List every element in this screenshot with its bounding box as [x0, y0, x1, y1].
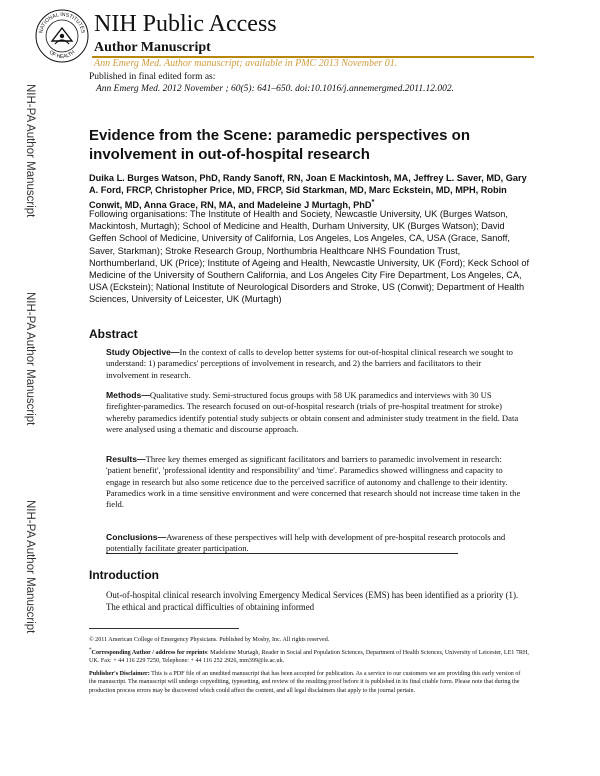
header-title: NIH Public Access	[94, 11, 277, 37]
methods-lead: Methods—	[106, 390, 150, 400]
affiliations: Following organisations: The Institute of Health and Society, Newcastle University, UK (Burges Watson, Mackintosh, Murtagh); School of Medicine and Health, Durham University, UK (Burges Watson); David Geffen School of Medicine, University of California, Los Angeles, Los Angeles, CA, USA (Grace, Sanoff, Saver, Starkman); Stroke Research Group, Northumbria Healthcare NHS Foundation Trust, Northumberland, UK (Price); Institute of Ageing and Health, Newcastle University, UK (Ford); Keck School of Medicine of the University of Southern California, and Los Angeles City Fire Department, Los Angeles, CA, USA (Eckstein); National Institute of Neurological Disorders and Stroke, US (Conwit); Department of Health Sciences, University of Leicester, UK (Murtagh)	[89, 209, 529, 305]
conclusions-lead: Conclusions—	[106, 532, 167, 542]
corresponding-text: : Madeleine Murtagh, Reader in Social and Population Sciences, Department of Health Sciences, University of Leicester, LE1 7RH, UK. Fax: + 44 116 229 7250, Telephone: + 44 116 252 2926, mm399@le.ac.uk.	[89, 650, 529, 665]
abstract-conclusions	[106, 532, 526, 555]
methods-text: Qualitative study. Semi-structured focus groups with 58 UK paramedics and interviews with 30 US firefighter-paramedics. The research focused on out-of-hospital research (trials of pre-hospital treatment for stroke) whereby paramedics identify potential study subjects or obtain consent and administer study treatment in the field. Data were analysed using a thematic and discourse approach.	[106, 390, 519, 434]
sidebar-label-2: NIH-PA Author Manuscript	[24, 292, 36, 426]
citation-line	[96, 84, 454, 94]
abstract-heading: Abstract	[89, 327, 138, 341]
pmc-availability-note: Ann Emerg Med. Author manuscript; available in PMC 2013 November 01.	[94, 58, 398, 69]
objective-text: In the context of calls to develop better systems for out-of-hospital clinical research we sought to understand: 1) paramedics' perceptions of involvement in research, and 2) the barriers and facilitators to their involvement in research.	[106, 347, 513, 380]
publisher-disclaimer	[89, 670, 529, 695]
abstract-divider	[106, 553, 458, 554]
nih-seal-logo	[34, 8, 90, 64]
published-note: Published in final edited form as:	[89, 72, 216, 82]
abstract-objective	[106, 347, 526, 381]
svg-text:NATIONAL INSTITUTES	[38, 12, 86, 34]
introduction-paragraph: Out-of-hospital clinical research involving Emergency Medical Services (EMS) has been identified as a priority (1). The ethical and practical difficulties of obtaining informed	[106, 590, 519, 612]
disclaimer-lead: Publisher's Disclaimer:	[89, 671, 150, 677]
corresponding-lead: Corresponding Author / address for reprints	[91, 650, 207, 657]
copyright-note: © 2011 American College of Emergency Physicians. Published by Mosby, Inc. All rights reserved.	[89, 637, 330, 643]
footnote-divider	[89, 628, 239, 629]
citation-text: Ann Emerg Med. 2012 November ; 60(5): 641–650. doi:10.1016/j.annemergmed.2011.12.002.	[96, 84, 454, 94]
author-footnote-mark: *	[371, 197, 375, 207]
sidebar-label-1: NIH-PA Author Manuscript	[24, 84, 36, 218]
author-list	[89, 172, 529, 212]
author-names: Duika L. Burges Watson, PhD, Randy Sanoff, RN, Joan E Mackintosh, MA, Jeffrey L. Saver, MD, Gary A. Ford, FRCP, Christopher Price, MD, FRCP, Sid Starkman, MD, Marc Eckstein, MD, MPH, Robin Conwit, MD, Anna Grace, RN, MA, and Madeleine J Murtagh, PhD	[89, 173, 527, 211]
disclaimer-text: This is a PDF file of an unedited manuscript that has been accepted for publication. As a service to our customers we are providing this early version of the manuscript. The manuscript will undergo copyediting, typesetting, and review of the resulting proof before it is published in its final citable form. Please note that during the production process errors may be discovered which could affect the content, and all legal disclaimers that apply to the journal pertain.	[89, 671, 521, 694]
results-lead: Results—	[106, 454, 146, 464]
seal-text-top: NATIONAL INSTITUTES	[38, 11, 86, 34]
abstract-results	[106, 454, 526, 510]
objective-lead: Study Objective—	[106, 347, 180, 357]
results-text: Three key themes emerged as significant facilitators and barriers to paramedic involvement in research: 'patient benefit', 'professional identity and responsibility' and 'time'. Paramedics showed willingness and capacity to engage in research but also some reticence due to the perceived sacrifice of autonomy and challenge to their identity. Paramedics work in a time sensitive environment and were concerned that research should not increase time taken in the field.	[106, 454, 521, 510]
header-subtitle: Author Manuscript	[94, 40, 211, 55]
conclusions-text: Awareness of these perspectives will help with development of pre-hospital research protocols and potentially facilitate greater participation.	[106, 532, 506, 554]
sidebar-label-3: NIH-PA Author Manuscript	[24, 500, 36, 634]
abstract-methods	[106, 390, 526, 435]
corresponding-author-note	[89, 646, 529, 666]
corresponding-mark: *	[89, 647, 92, 653]
seal-text-bottom: OF HEALTH	[47, 49, 77, 61]
introduction-heading: Introduction	[89, 568, 159, 582]
article-title: Evidence from the Scene: paramedic perspectives on involvement in out-of-hospital research	[89, 127, 470, 163]
svg-text:OF HEALTH	[48, 49, 77, 60]
